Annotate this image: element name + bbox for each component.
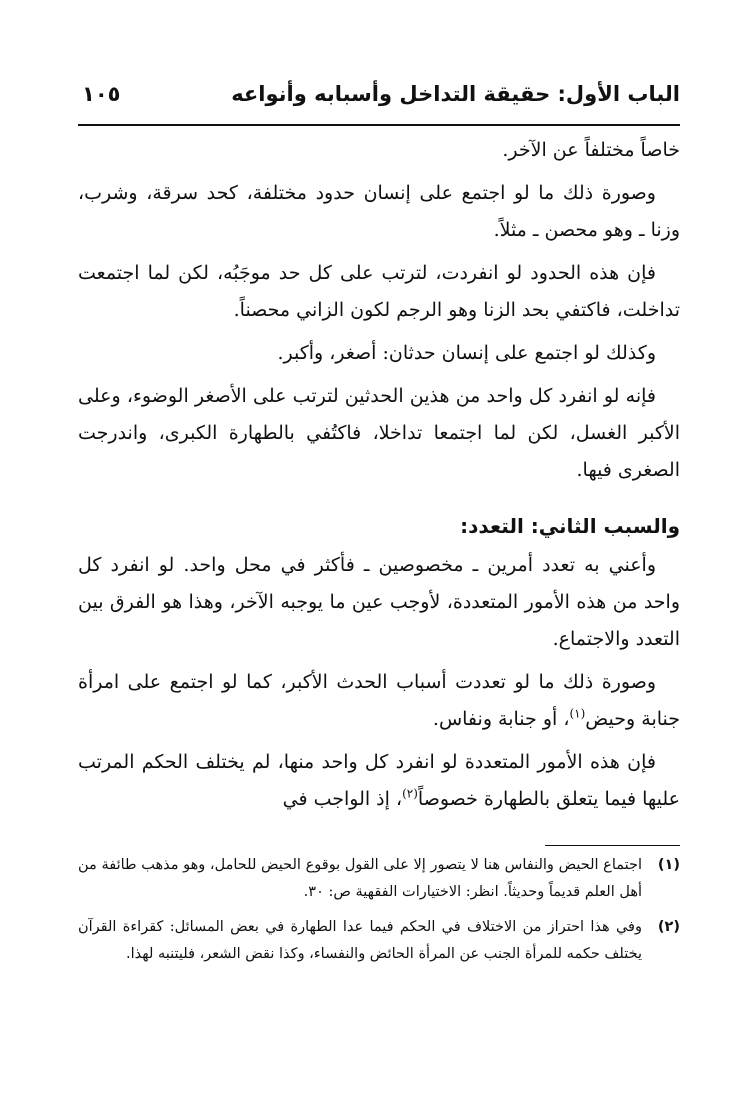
paragraph-7 [78, 664, 680, 738]
main-text [78, 132, 680, 824]
paragraph-8 [78, 744, 680, 818]
footnote-2 [78, 914, 680, 968]
paragraph-4: وكذلك لو اجتمع على إنسان حدثان: أصغر، وأكبر. [277, 342, 656, 364]
footnote-divider [545, 845, 680, 846]
book-page [78, 0, 680, 1100]
page-number: ١٠٥ [82, 82, 121, 106]
paragraph-3: فإن هذه الحدود لو انفردت، لترتب على كل حد موجَبُه، لكن لما اجتمعت تداخلت، فاكتفي بحد الزنا وهو الرجم لكون الزاني محصناً. [78, 262, 680, 321]
running-header [78, 82, 680, 118]
paragraph-2: وصورة ذلك ما لو اجتمع على إنسان حدود مختلفة، كحد سرقة، وشرب، وزنا ـ وهو محصن ـ مثلاً. [78, 182, 680, 241]
paragraph-8-text-b: ، إذ الواجب في [282, 788, 403, 810]
footnote-number: (٢) [657, 919, 680, 935]
footnote-number: (١) [657, 857, 680, 873]
footnote-ref-1[interactable]: (١) [569, 706, 586, 721]
section-heading: والسبب الثاني: التعدد: [460, 514, 680, 538]
paragraph-7-text-a: وصورة ذلك ما لو تعددت أسباب الحدث الأكبر، كما لو اجتمع على امرأة جنابة وحيض [78, 671, 680, 730]
footnote-1 [78, 852, 680, 906]
footnote-text: اجتماع الحيض والنفاس هنا لا يتصور إلا على القول بوقوع الحيض للحامل، وهو مذهب طائفة من أهل العلم قديماً وحديثاً. انظر: الاختيارات الفقهية ص: ٣٠. [78, 857, 642, 900]
footnote-text: وفي هذا احتراز من الاختلاف في الحكم فيما عدا الطهارة في بعض المسائل: كقراءة القرآن يختلف حكمه للمرأة الجنب عن المرأة الحائض والنفساء، وكذا نقض الشعر، فليتنبه لهذا. [78, 919, 642, 962]
paragraph-1: خاصاً مختلفاً عن الآخر. [502, 139, 680, 161]
chapter-title: الباب الأول: حقيقة التداخل وأسبابه وأنواعه [231, 82, 680, 106]
paragraph-6: وأعني به تعدد أمرين ـ مخصوصين ـ فأكثر في محل واحد. لو انفرد كل واحد من هذه الأمور المتعددة، لأوجب عين ما يوجبه الآخر، وهذا هو الفرق بين التعدد والاجتماع. [78, 554, 680, 650]
paragraph-7-text-b: ، أو جنابة ونفاس. [432, 708, 570, 730]
header-divider [78, 124, 680, 126]
footnote-ref-2[interactable]: (٢) [402, 786, 418, 801]
footnotes [78, 852, 680, 976]
paragraph-5: فإنه لو انفرد كل واحد من هذين الحدثين لترتب على الأصغر الوضوء، وعلى الأكبر الغسل، لكن لما اجتمعا تداخلا، فاكتُفي بالطهارة الكبرى، واندرجت الصغرى فيها. [78, 385, 680, 481]
paragraph-8-text-a: فإن هذه الأمور المتعددة لو انفرد كل واحد منها، لم يختلف الحكم المرتب عليها فيما يتعلق بالطهارة خصوصاً [78, 751, 680, 810]
